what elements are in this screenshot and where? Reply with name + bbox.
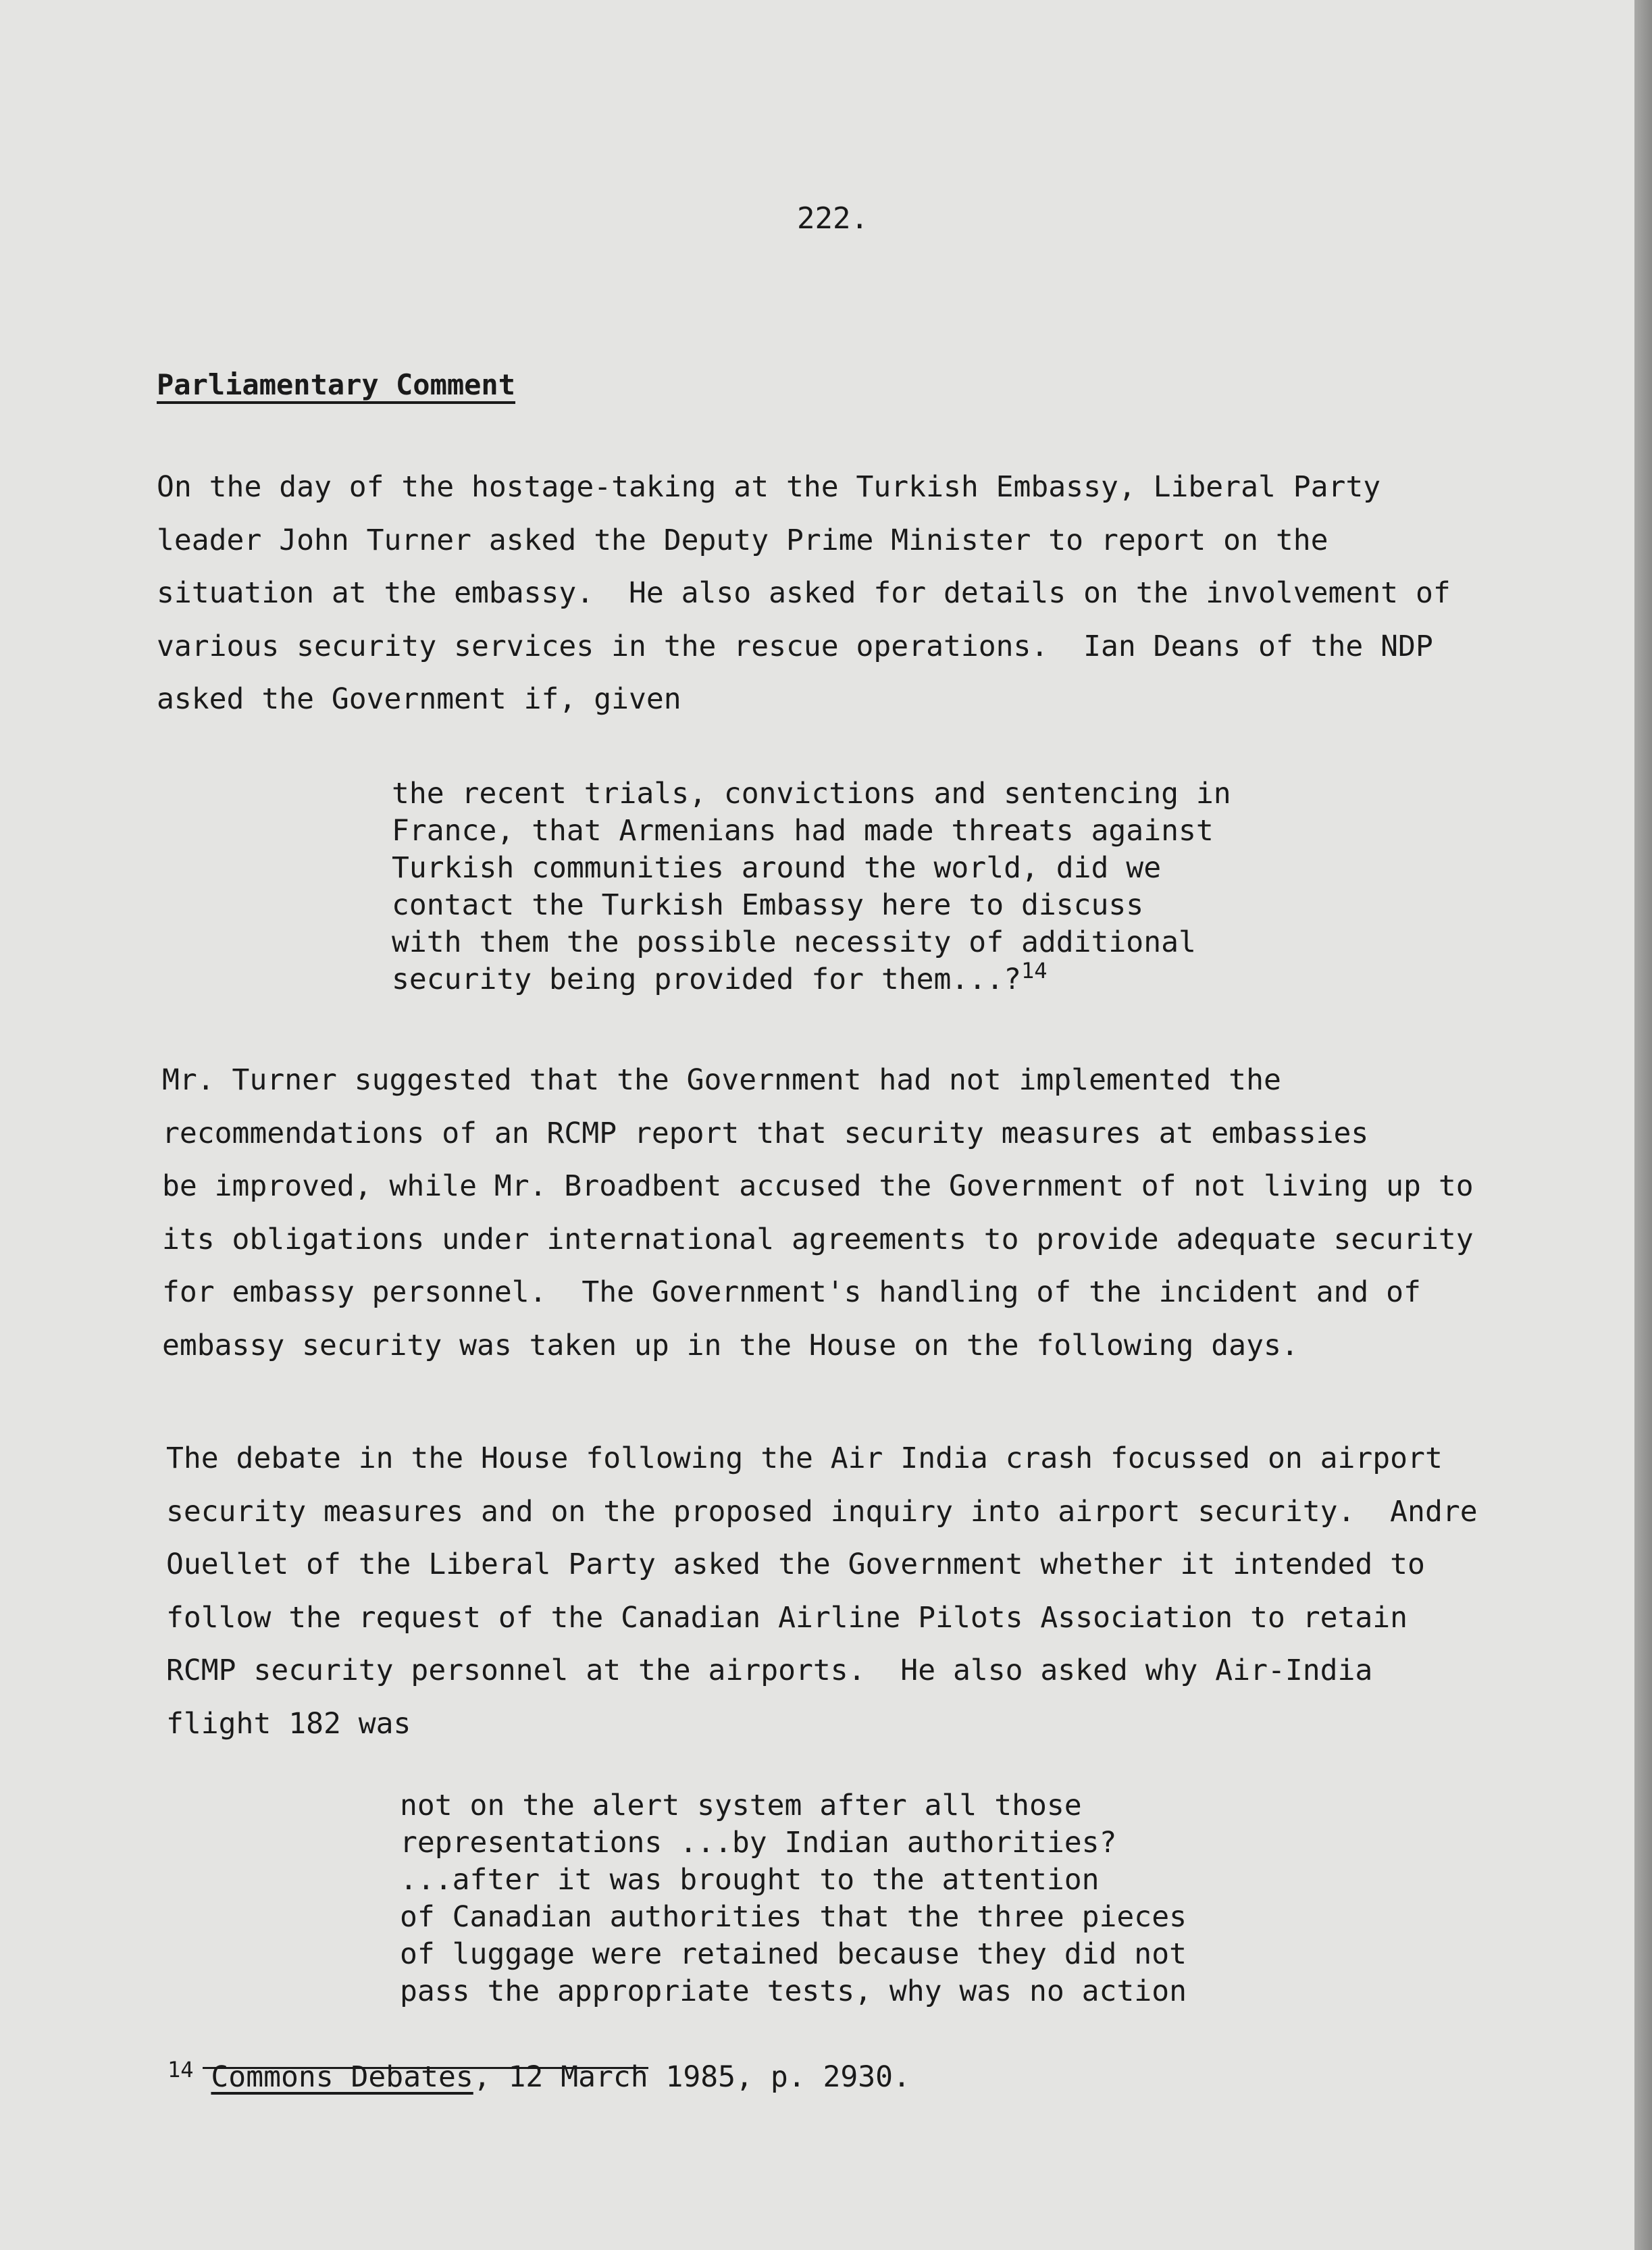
text-line: Ouellet of the Liberal Party asked the Government whether it intended to — [166, 1548, 1425, 1581]
quote-line — [392, 958, 1231, 998]
footnote — [167, 2057, 910, 2094]
quote-line: with them the possible necessity of additional — [392, 925, 1196, 959]
block-quote-2 — [400, 1787, 1187, 2010]
quote-line: not on the alert system after all those — [400, 1789, 1082, 1822]
quote-line: pass the appropriate tests, why was no action — [400, 1974, 1187, 2008]
page-edge-shadow — [1634, 0, 1652, 2250]
quote-line-text: security being provided for them...? — [392, 963, 1021, 996]
text-line: asked the Government if, given — [157, 682, 681, 716]
text-line: embassy security was taken up in the House on the following days. — [162, 1328, 1299, 1362]
block-quote-1 — [392, 775, 1231, 998]
quote-line: of luggage were retained because they did not — [400, 1937, 1187, 1971]
quote-line: France, that Armenians had made threats against — [392, 814, 1214, 848]
quote-line: representations ...by Indian authorities? — [400, 1826, 1117, 1860]
footnote-number: 14 — [167, 2057, 194, 2082]
text-line: follow the request of the Canadian Airline Pilots Association to retain — [166, 1600, 1408, 1635]
text-line: leader John Turner asked the Deputy Prime Minister to report on the — [157, 523, 1328, 557]
paragraph-1 — [157, 461, 1451, 726]
text-line: The debate in the House following the Air India crash focussed on airport — [166, 1441, 1443, 1475]
text-line: be improved, while Mr. Broadbent accused the Government of not living up to — [162, 1169, 1474, 1203]
quote-line: of Canadian authorities that the three pieces — [400, 1900, 1187, 1934]
text-line: various security services in the rescue operations. Ian Deans of the NDP — [157, 629, 1433, 663]
paragraph-2 — [162, 1054, 1474, 1372]
page-number: 222. — [797, 201, 869, 236]
text-line: flight 182 was — [166, 1706, 411, 1741]
quote-line: Turkish communities around the world, did we — [392, 851, 1162, 885]
quote-line: the recent trials, convictions and sentencing in — [392, 777, 1231, 811]
quote-line: contact the Turkish Embassy here to discuss — [392, 888, 1144, 922]
text-line: for embassy personnel. The Government's handling of the incident and of — [162, 1275, 1421, 1309]
footnote-reference: 14 — [1021, 958, 1048, 983]
section-heading: Parliamentary Comment — [157, 368, 516, 401]
text-line: its obligations under international agreements to provide adequate security — [162, 1222, 1474, 1256]
footnote-details: , 12 March 1985, p. 2930. — [473, 2060, 910, 2094]
paragraph-3 — [166, 1432, 1478, 1750]
text-line: Mr. Turner suggested that the Government had not implemented the — [162, 1063, 1281, 1097]
text-line: recommendations of an RCMP report that security measures at embassies — [162, 1116, 1369, 1150]
text-line: On the day of the hostage-taking at the Turkish Embassy, Liberal Party — [157, 470, 1381, 504]
text-line: security measures and on the proposed inquiry into airport security. Andre — [166, 1494, 1478, 1529]
text-line: RCMP security personnel at the airports. He also asked why Air-India — [166, 1654, 1373, 1687]
text-line: situation at the embassy. He also asked for details on the involvement of — [157, 576, 1451, 610]
footnote-source: Commons Debates — [211, 2060, 473, 2094]
quote-line: ...after it was brought to the attention — [400, 1863, 1100, 1897]
